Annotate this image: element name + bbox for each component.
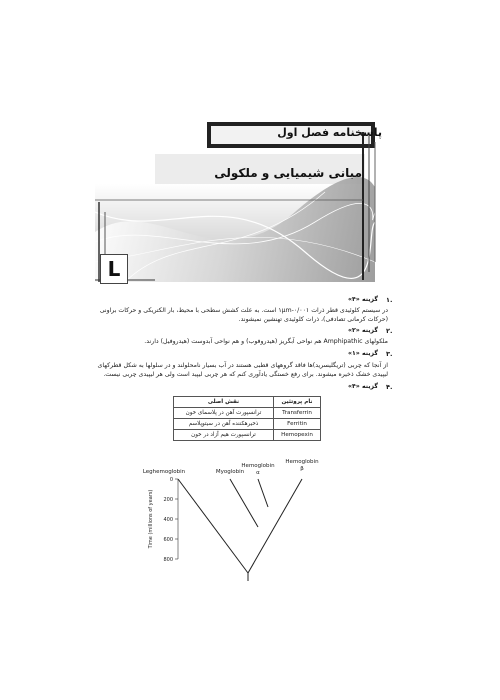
chapter-title: مبانی شیمیایی و ملکولی <box>214 166 362 180</box>
table-cell: ترانسپورت آهن در پلاسمای خون <box>174 408 274 419</box>
table-row <box>174 419 321 430</box>
tree-taxon-label: Myoglobin <box>215 469 245 475</box>
tree-tick-label: 400 <box>163 517 173 523</box>
answer-line: ملکولهای Amphipathic هم نواحی آبگریز (هیدروفوب) و هم نواحی آبدوست (هیدروفیل) دارند. <box>144 338 388 345</box>
phylogenetic-tree <box>140 455 340 590</box>
answer-number: ۱. <box>386 296 393 304</box>
tree-axis-label: Time (millions of years) <box>148 489 154 549</box>
tree-taxon-label: Hemoglobin <box>241 463 275 469</box>
answer-line: لیپیدی خشک ذخیره میشوند. برای رفع خستگی یادآوری کنم که هر چربی لیپید است ولی هر لیپیدی چربی نیست. <box>103 371 388 378</box>
tree-tick-label: 800 <box>163 557 173 563</box>
table-cell: ذخیرهکننده آهن در سیتوپلاسم <box>174 419 274 430</box>
answer-key: گزینه «۴» <box>348 296 378 303</box>
table-row <box>174 430 321 441</box>
protein-table <box>173 396 321 441</box>
chapter-letter: L <box>100 254 128 284</box>
answer-key: گزینه «۱» <box>348 350 378 357</box>
answer-line: (حرکات کرمانی تصادفی)، ذرات کلوئیدی تهنشین نمیشوند. <box>238 316 388 323</box>
chapter-label: پاسخنامه فصل اول <box>277 126 382 139</box>
table-header-row <box>174 397 321 408</box>
table-row <box>174 408 321 419</box>
answer-line: از آنجا که چربی (تریگلیسرید)ها فاقد گروههای قطبی هستند در آب بسیار نامحلولند و در سلولها به شکل قطرکهای <box>97 362 388 369</box>
tree-tick-label: 200 <box>163 497 173 503</box>
table-cell: Hemopexin <box>274 430 321 441</box>
table-cell: Transferrin <box>274 408 321 419</box>
tree-tick-label: 600 <box>163 537 173 543</box>
tree-tick-label: 0 <box>169 477 173 483</box>
answer-key: گزینه «۲» <box>348 327 378 334</box>
tree-taxon-label: β <box>300 466 304 472</box>
tree-taxon-label: Leghemoglobin <box>142 469 186 475</box>
tree-taxon-label: α <box>256 470 260 476</box>
tree-branches <box>178 479 302 581</box>
answer-number: ۴. <box>386 383 393 391</box>
answer-number: ۲. <box>386 327 393 335</box>
table-header: نقش اصلی <box>174 397 274 408</box>
answer-key: گزینه «۴» <box>348 383 378 390</box>
table-cell: Ferritin <box>274 419 321 430</box>
tree-taxon-label: Hemoglobin <box>285 459 319 465</box>
answer-line: در سیستم کلوئیدی قطر ذرات ۰/۰۰۱-۱µm است. به علت کشش سطحی با محیط، بار الکتریکی و حرکات براونی <box>99 307 388 314</box>
table-header: نام پروتئین <box>274 397 321 408</box>
table-cell: ترانسپورت هیم آزاد در خون <box>174 430 274 441</box>
chapter-banner <box>95 122 385 282</box>
answer-number: ۳. <box>386 350 393 358</box>
